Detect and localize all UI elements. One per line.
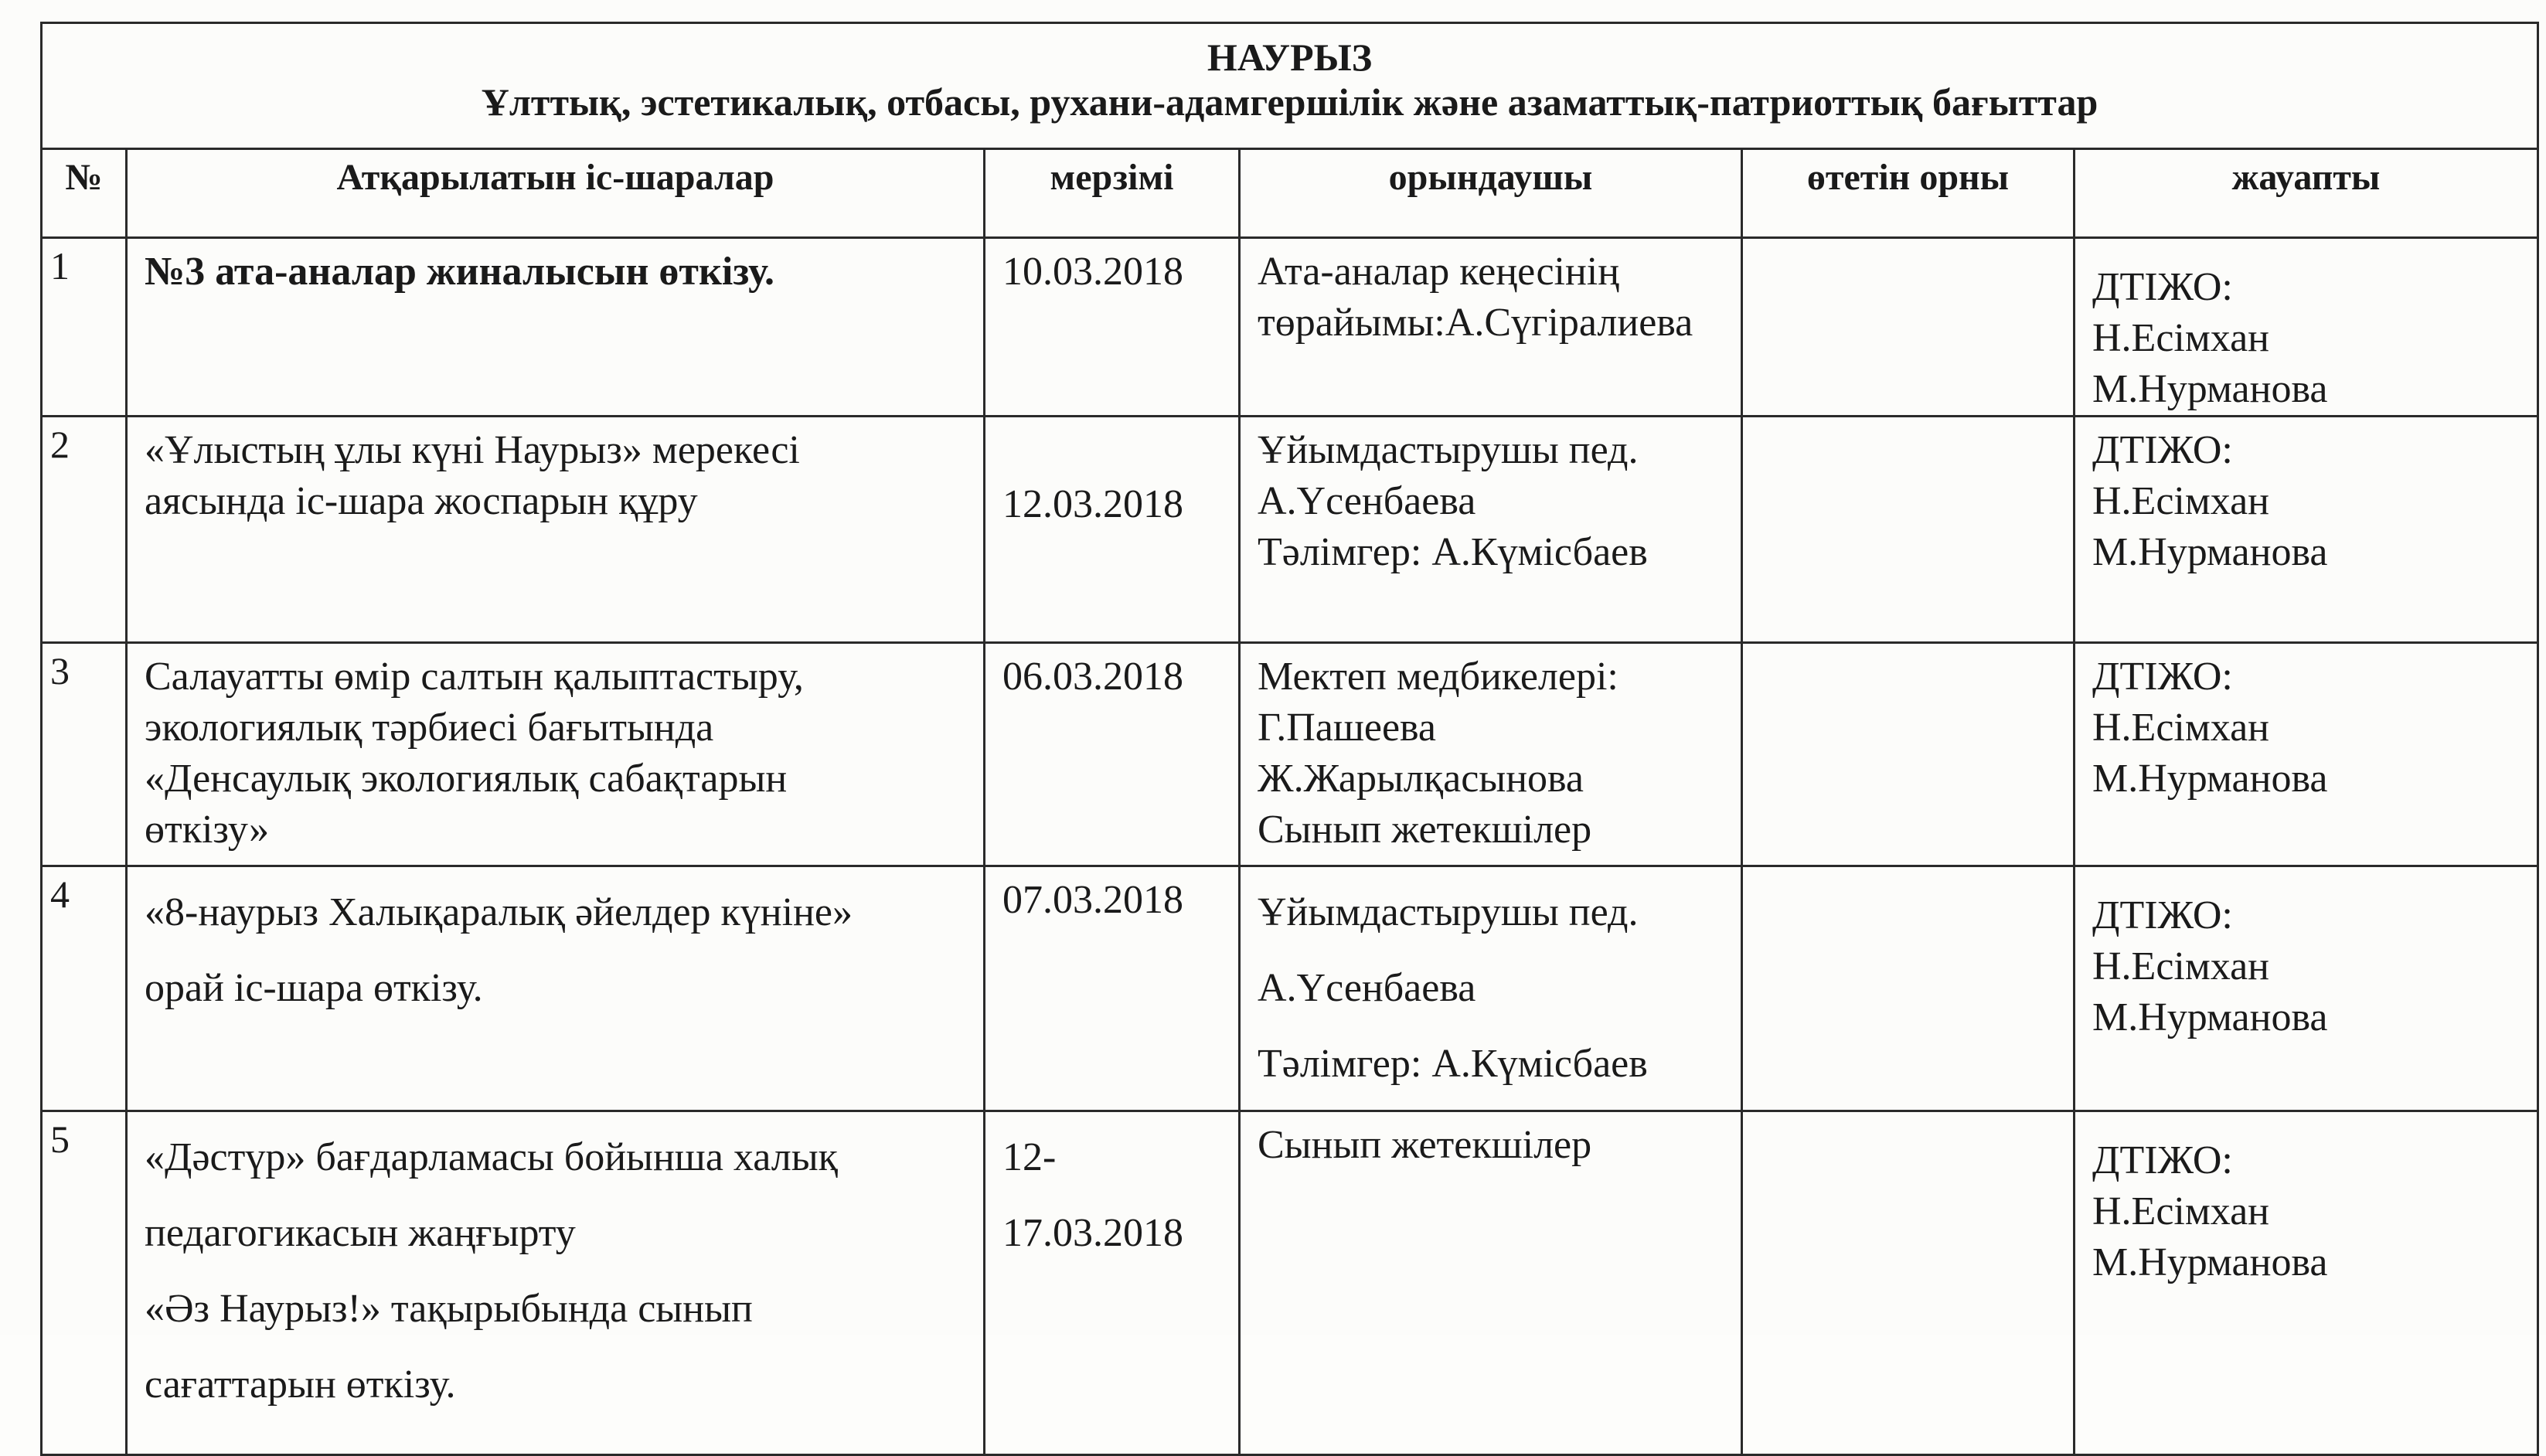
row-activity: «Ұлыстың ұлы күні Наурыз» мерекесі аясында іс-шара жоспарын құру bbox=[127, 417, 985, 643]
row-responsible: ДТІЖО: Н.Есімхан М.Нурманова bbox=[2075, 417, 2538, 643]
row-place bbox=[1742, 238, 2075, 417]
row-date: 10.03.2018 bbox=[985, 238, 1240, 417]
row-responsible: ДТІЖО: Н.Есімхан М.Нурманова bbox=[2075, 866, 2538, 1111]
row-num: 4 bbox=[42, 866, 127, 1111]
row-date: 07.03.2018 bbox=[985, 866, 1240, 1111]
table-title-cell bbox=[42, 23, 2538, 149]
table-row bbox=[42, 643, 2538, 866]
row-activity: Салауатты өмір салтын қалыптастыру, экологиялық тәрбиесі бағытында «Денсаулық экологиялық сабақтарын өткізу» bbox=[127, 643, 985, 866]
row-date: 06.03.2018 bbox=[985, 643, 1240, 866]
row-num: 3 bbox=[42, 643, 127, 866]
table-row bbox=[42, 1111, 2538, 1455]
row-responsible: ДТІЖО: Н.Есімхан М.Нурманова bbox=[2075, 1111, 2538, 1455]
row-activity: №3 ата-аналар жиналысын өткізу. bbox=[127, 238, 985, 417]
row-responsible: ДТІЖО: Н.Есімхан М.Нурманова bbox=[2075, 643, 2538, 866]
row-activity: «8-наурыз Халықаралық әйелдер күніне» орай іс-шара өткізу. bbox=[127, 866, 985, 1111]
header-place: өтетін орны bbox=[1742, 149, 2075, 238]
row-place bbox=[1742, 643, 2075, 866]
table-row bbox=[42, 866, 2538, 1111]
header-row bbox=[42, 149, 2538, 238]
row-executor: Ата-аналар кеңесінің төрайымы:А.Сүгіралиева bbox=[1240, 238, 1742, 417]
row-place bbox=[1742, 417, 2075, 643]
row-num: 2 bbox=[42, 417, 127, 643]
row-executor: Ұйымдастырушы пед. А.Үсенбаева Тәлімгер: А.Күмісбаев bbox=[1240, 417, 1742, 643]
row-responsible: ДТІЖО: Н.Есімхан М.Нурманова bbox=[2075, 238, 2538, 417]
row-num: 1 bbox=[42, 238, 127, 417]
row-executor: Сынып жетекшілер bbox=[1240, 1111, 1742, 1455]
plan-table bbox=[40, 22, 2539, 1456]
row-executor: Ұйымдастырушы пед. А.Үсенбаева Тәлімгер: А.Күмісбаев bbox=[1240, 866, 1742, 1111]
row-executor: Мектеп медбикелері: Г.Пашеева Ж.Жарылқасынова Сынып жетекшілер bbox=[1240, 643, 1742, 866]
row-place bbox=[1742, 866, 2075, 1111]
header-executor: орындаушы bbox=[1240, 149, 1742, 238]
table-row bbox=[42, 417, 2538, 643]
row-date: 12- 17.03.2018 bbox=[985, 1111, 1240, 1455]
row-date: 12.03.2018 bbox=[985, 417, 1240, 643]
header-num: № bbox=[42, 149, 127, 238]
row-activity: «Дәстүр» бағдарламасы бойынша халық педагогикасын жаңғырту «Әз Наурыз!» тақырыбында сынып сағаттарын өткізу. bbox=[127, 1111, 985, 1455]
table-subtitle: Ұлттық, эстетикалық, отбасы, рухани-адамгершілік және азаматтық-патриоттық бағыттар bbox=[481, 80, 2098, 124]
table-title: НАУРЫЗ bbox=[1207, 36, 1373, 79]
table-row bbox=[42, 238, 2538, 417]
row-place bbox=[1742, 1111, 2075, 1455]
header-responsible: жауапты bbox=[2075, 149, 2538, 238]
header-date: мерзімі bbox=[985, 149, 1240, 238]
row-num: 5 bbox=[42, 1111, 127, 1455]
header-activity: Атқарылатын іс-шаралар bbox=[127, 149, 985, 238]
